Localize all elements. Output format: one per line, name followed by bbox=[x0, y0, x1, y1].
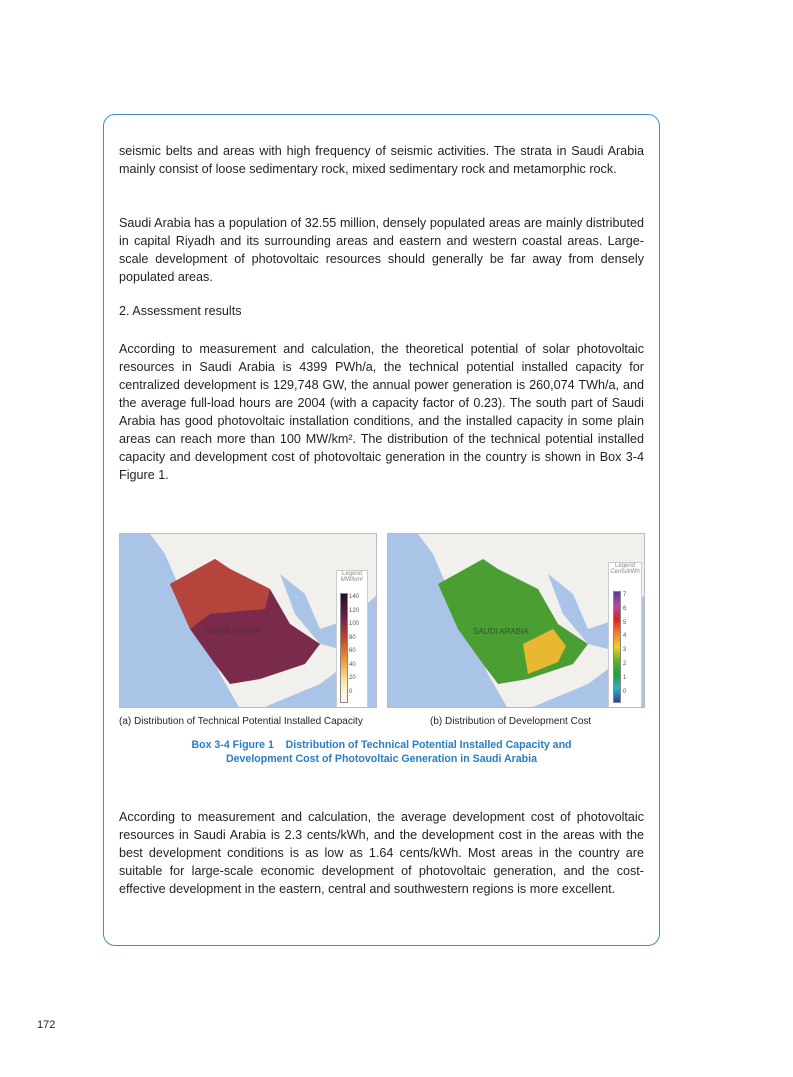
paragraph-seismic: seismic belts and areas with high frequency of seismic activities. The strata in Saudi Arabia mainly consist of loose sedimentary rock, mixed sedimentary rock and metamorphic rock. bbox=[119, 144, 644, 176]
paragraph-results: According to measurement and calculation, the theoretical potential of solar photovoltaic resources in Saudi Arabia is 4399 PWh/a, the technical potential installed capacity for centralized development is 129,748 GW, the annual power generation is 260,074 TWh/a, and the average full-load hours are 2004 (with a capacity factor of 0.23). The south part of Saudi Arabia has good photovoltaic installation conditions, and the installed capacity in some plain areas can reach more than 100 MW/km². The distribution of the technical potential installed capacity and development cost of photovoltaic generation in the country is shown in Box 3-4 Figure 1. bbox=[119, 342, 644, 482]
country-label: SAUDI ARABIA bbox=[205, 627, 261, 636]
paragraph-population: Saudi Arabia has a population of 32.55 million, densely populated areas are mainly distributed in capital Riyadh and its surrounding areas and eastern and western coastal areas. Large-scale development of photovoltaic resources should generally be far away from densely populated areas. bbox=[119, 216, 644, 284]
paragraph-cost: According to measurement and calculation, the average development cost of photovoltaic resources in Saudi Arabia is 2.3 cents/kWh, and the development cost in the areas with the best development conditions is as low as 1.64 cents/kWh. Most areas in the country are suitable for large-scale economic development of photovoltaic generation, and the cost-effective development in the eastern, central and southwestern regions is more excellent. bbox=[119, 810, 644, 896]
map-installed-capacity bbox=[119, 533, 377, 708]
legend-b: Legend Cents/kWh 7 6 5 4 3 2 1 0 bbox=[608, 562, 642, 708]
page-number: 172 bbox=[37, 1019, 56, 1031]
section-heading: 2. Assessment results bbox=[119, 304, 242, 318]
subcaption-a: (a) Distribution of Technical Potential Installed Capacity bbox=[119, 716, 363, 727]
legend-a: Legend MW/km² 140 120 100 80 60 40 20 0 bbox=[336, 570, 368, 708]
subcaption-b: (b) Distribution of Development Cost bbox=[430, 716, 592, 727]
country-label: SAUDI ARABIA bbox=[473, 627, 529, 636]
map-development-cost bbox=[387, 533, 645, 708]
figure-caption: Box 3-4 Figure 1 Distribution of Technical Potential Installed Capacity and Development Cost of Photovoltaic Generation in Saudi Arabia bbox=[191, 739, 572, 765]
